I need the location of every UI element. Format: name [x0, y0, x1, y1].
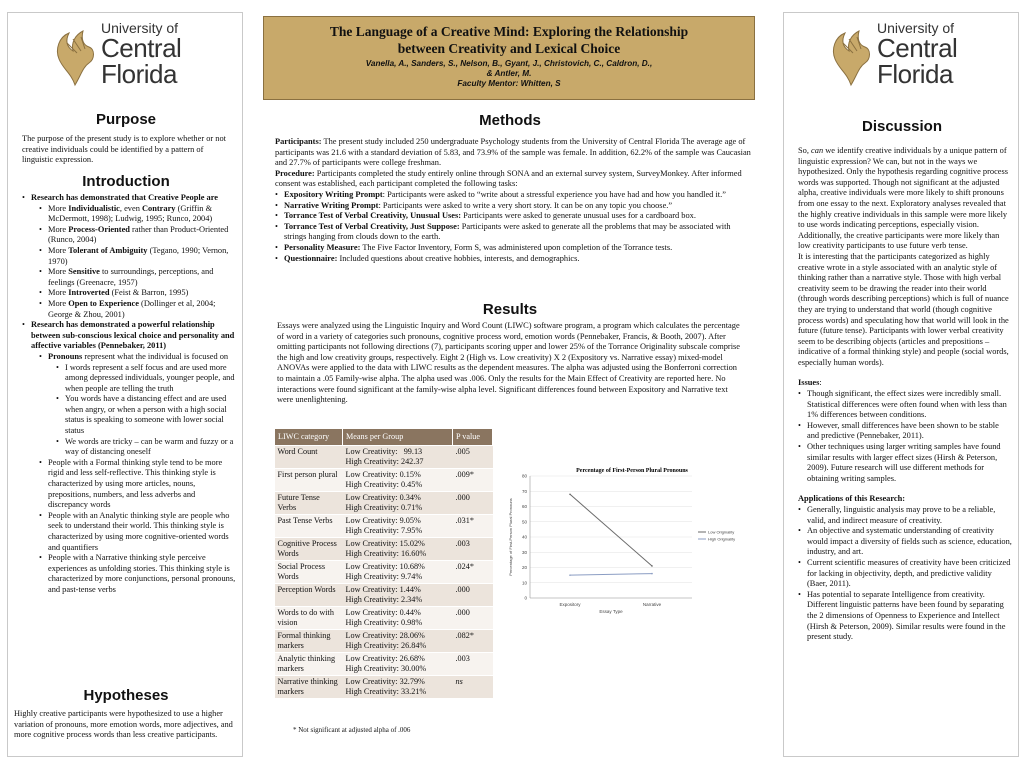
table-footnote: * Not significant at adjusted alpha of .006: [293, 726, 411, 734]
center-column: [263, 12, 757, 757]
logo-line3: Florida: [877, 59, 953, 89]
purpose-text: The purpose of the present study is to explore whether or not creative individuals could be identified by a pattern of linguistic expression.: [22, 134, 226, 165]
data-point: [651, 565, 653, 567]
list-item: • Other techniques using larger writing samples have found similar results with larger effect sizes (Hirsh & Peterson, 2009). Future research will use different methods for obtaining writing samples.: [798, 442, 1012, 484]
methods-list: [275, 190, 753, 264]
table-row: [275, 515, 493, 538]
low-creativity-mean: Low Creativity: 1.44%: [345, 585, 421, 594]
issues-list: [798, 389, 1012, 484]
table-cell-means: [343, 538, 453, 561]
pegasus-icon: [829, 29, 873, 87]
table-row: [275, 584, 493, 607]
methods-heading: Methods: [479, 112, 541, 129]
list-item: • People with a Formal thinking style tend to be more rigid and less self-reflective. This thinking style is characterized by using more articles, nouns, prepositions, numbers, and less adverbs and discrepancy words: [39, 458, 236, 511]
table-cell-means: [343, 653, 453, 676]
list-item: • Generally, linguistic analysis may prove to be a reliable, valid, and indirect measure of creativity.: [798, 505, 1012, 526]
discussion-body: [798, 146, 1012, 643]
results-heading: Results: [482, 301, 538, 318]
low-creativity-mean: Low Creativity: 0.44%: [345, 608, 421, 617]
table-row: [275, 607, 493, 630]
y-tick-label: 30: [521, 549, 527, 555]
table-cell-means: [343, 469, 453, 492]
table-row: [275, 676, 493, 699]
y-tick-label: 80: [521, 473, 527, 479]
table-header: Means per Group: [343, 429, 453, 446]
issues-heading: Issues:: [798, 378, 822, 388]
table-cell-means: [343, 492, 453, 515]
table-cell-pvalue: .000: [453, 607, 493, 630]
table-cell-category: Social Process Words: [275, 561, 343, 584]
series-line-high-originality: [570, 574, 652, 576]
list-item: • Research has demonstrated that Creative People are • More Individualistic, even Contrary (Griffin & McDermott, 1998); Ludwig, 1995; Runco, 2004) • More Process-Oriented rather than Product-Oriented (Runco, 2004) • More Tolerant of Ambiguity (Tegano, 1990; Vernon, 1970) • More Sensitive to surroundings, perceptions, and feelings (Greenacre, 1957) • More Introverted (Feist & Barron, 1995) • More Open to Experience (Dollinger et al, 2004; George & Zhou, 2001): [22, 193, 236, 320]
chart-svg: [502, 464, 757, 640]
list-item: • Narrative Writing Prompt: Participants were asked to write a very short story. It can be on any topic you choose.”: [275, 201, 753, 212]
y-axis-label: Percentage of First-Person Plural Pronouns: [508, 498, 513, 576]
y-tick-label: 60: [521, 504, 527, 509]
x-tick-label: Narrative: [642, 602, 662, 607]
logo-line1: University of: [877, 20, 955, 36]
faculty-mentor: Faculty Mentor: Whitten, S: [457, 79, 561, 88]
low-creativity-mean: Low Creativity: 15.02%: [345, 539, 425, 548]
series-line-low-originality: [570, 494, 652, 566]
high-creativity-mean: High Creativity: 33.21%: [345, 687, 427, 696]
pronoun-chart: [502, 464, 757, 640]
list-item: • Personality Measure: The Five Factor Inventory, Form S, was administered upon completion of the Torrance tests.: [275, 243, 753, 254]
list-item: • Questionnaire: Included questions about creative hobbies, interests, and demographics.: [275, 254, 753, 265]
high-creativity-mean: High Creativity: 2.34%: [345, 595, 423, 604]
table-cell-category: Perception Words: [275, 584, 343, 607]
table-row: [275, 653, 493, 676]
high-creativity-mean: High Creativity: 0.98%: [345, 618, 423, 627]
x-tick-label: Expository: [559, 602, 581, 607]
right-column: [783, 12, 1019, 757]
list-item: • Though significant, the effect sizes were incredibly small. Statistical differences were often found when with less than 1% differences between conditions.: [798, 389, 1012, 421]
list-item: • Has potential to separate Intelligence from creativity. Different linguistic patterns have been found by separating the 2 dimensions of Openness to Experience and Intellect (Hirsh & Peterson, 2009). Similar results were found in the present study.: [798, 590, 1012, 643]
table-row: [275, 446, 493, 469]
left-column: [7, 12, 243, 757]
low-creativity-mean: Low Creativity: 26.68%: [345, 654, 425, 663]
list-item: • More Tolerant of Ambiguity (Tegano, 1990; Vernon, 1970): [39, 246, 236, 267]
authors-line2: & Antler, M.: [486, 69, 532, 78]
poster-title-line2: between Creativity and Lexical Choice: [397, 41, 621, 56]
list-item: • Pronouns represent what the individual is focused on • I words represent a self focus and are used more among depressed individuals, younger people, and when people are telling the truth • You words have a distancing effect and are used when angry, or when a person with a high social status is speaking to someone with lower social status • We words are tricky – can be warm and fuzzy or a way of distancing oneself: [39, 352, 236, 458]
authors-line1: Vanella, A., Sanders, S., Nelson, B., Gyant, J., Christovich, C., Caldron, D.,: [365, 59, 653, 68]
logo-line3: Florida: [101, 59, 177, 89]
table-cell-pvalue: .031*: [453, 515, 493, 538]
hypotheses-heading: Hypotheses: [83, 687, 169, 704]
y-tick-label: 20: [521, 565, 527, 570]
table-cell-category: First person plural: [275, 469, 343, 492]
data-point: [569, 494, 571, 496]
high-creativity-mean: High Creativity: 7.95%: [345, 526, 423, 535]
table-row: [275, 630, 493, 653]
legend-label: Low Originality: [708, 529, 735, 535]
logo-line2: Central: [101, 33, 182, 63]
liwc-table: [274, 428, 493, 698]
participants-paragraph: Participants: The present study included 250 undergraduate Psychology students from the University of Central Florida The average age of participants was 21.6 with a standard deviation of 5.83, and 73.9% of the sample was female. In addition, 62.2% of the sample was Caucasian and 27.7% of participants were college freshman.: [275, 137, 751, 168]
high-creativity-mean: High Creativity: 9.74%: [345, 572, 423, 581]
chart-title: Percentage of First-Person Plural Pronouns: [576, 468, 688, 474]
data-point: [651, 573, 653, 575]
table-cell-pvalue: .000: [453, 584, 493, 607]
table-cell-means: [343, 676, 453, 699]
table-cell-category: Words to do with vision: [275, 607, 343, 630]
table-header-row: [275, 429, 493, 446]
list-item: • Current scientific measures of creativity have been criticized for lacking in objectivity, depth, and predictive validity (Baer, 2011).: [798, 558, 1012, 590]
table-cell-pvalue: .000: [453, 492, 493, 515]
table-cell-pvalue: .009*: [453, 469, 493, 492]
legend-label: High Originality: [708, 536, 736, 542]
discussion-heading: Discussion: [861, 118, 943, 135]
low-creativity-mean: Low Creativity: 0.15%: [345, 470, 421, 479]
low-creativity-mean: Low Creativity: 32.79%: [345, 677, 425, 686]
discussion-paragraph-1: So, can we identify creative individuals by a unique pattern of linguistic expression? We can, but not in the ways we hypothesized. Only the hypothesis regarding cognitive process words was supported. Though not significant at the adjusted alpha, creative individuals were more likely to shift pronouns from one essay to the next. Exploratory analyses revealed that the highly creative individuals in this sample were more likely to use words indicating perceptions, especially vision. Additionally, the creative participants were more likely than low creativity participants to use future verb tense.: [798, 146, 1009, 251]
table-cell-pvalue: .082*: [453, 630, 493, 653]
table-cell-category: Analytic thinking markers: [275, 653, 343, 676]
logo-line2: Central: [877, 33, 958, 63]
procedure-paragraph: Procedure: Participants completed the study entirely online through SONA and an external survey system, SurveyMonkey. After informed consent was established, each participant completed the following tasks:: [275, 168, 742, 189]
table-cell-category: Formal thinking markers: [275, 630, 343, 653]
introduction-heading: Introduction: [82, 173, 170, 190]
list-item: • Torrance Test of Verbal Creativity, Unusual Uses: Participants were asked to generate unusual uses for a cardboard box.: [275, 211, 753, 222]
y-tick-label: 40: [521, 534, 527, 540]
high-creativity-mean: High Creativity: 0.71%: [345, 503, 423, 512]
list-item: • More Open to Experience (Dollinger et al, 2004; George & Zhou, 2001): [39, 299, 236, 320]
list-item: • People with an Analytic thinking style are people who seek to understand their world. This thinking style is characterized by using more cognitive-oriented words and quantifiers: [39, 511, 236, 553]
table-cell-category: Future Tense Verbs: [275, 492, 343, 515]
table-cell-means: [343, 446, 453, 469]
high-creativity-mean: High Creativity: 0.45%: [345, 480, 423, 489]
low-creativity-mean: Low Creativity: 28.06%: [345, 631, 425, 640]
list-item: • More Sensitive to surroundings, perceptions, and feelings (Greenacre, 1957): [39, 267, 236, 288]
table-cell-means: [343, 630, 453, 653]
table-cell-means: [343, 584, 453, 607]
methods-body: [275, 137, 753, 264]
list-item: • However, small differences have been shown to be stable and predictive (Pennebaker, 2011).: [798, 421, 1012, 442]
list-item: • More Introverted (Feist & Barron, 1995): [39, 288, 236, 299]
poster-title-line1: The Language of a Creative Mind: Exploring the Relationship: [329, 24, 689, 39]
high-creativity-mean: High Creativity: 30.00%: [345, 664, 427, 673]
logo-line1: University of: [101, 20, 179, 36]
y-tick-label: 50: [521, 519, 527, 525]
list-item: • Expository Writing Prompt: Participants were asked to “write about a stressful experience you have had and how you handled it.”: [275, 190, 753, 201]
table-cell-category: Word Count: [275, 446, 343, 469]
list-item: • I words represent a self focus and are used more among depressed individuals, younger people, and when people are telling the truth: [56, 363, 236, 395]
table-cell-pvalue: .024*: [453, 561, 493, 584]
ucf-logo: [53, 21, 181, 87]
y-tick-label: 10: [521, 580, 527, 586]
y-tick-label: 70: [521, 488, 527, 494]
high-creativity-mean: High Creativity: 16.60%: [345, 549, 427, 558]
purpose-heading: Purpose: [95, 111, 156, 128]
introduction-list: [22, 193, 236, 596]
results-text: Essays were analyzed using the Linguistic Inquiry and Word Count (LIWC) software program, a program which calculates the percentage of word in a variety of categories such pronouns, cognitive process word, emotion words (Pennebaker, Francis, & Booth, 2007). After omitting participants not following directions (7), participants scoring upper and lower 25% of the Torrance Originality subscale comprise the high and low creativity groups, respectively. Eight 2 (High vs. Low creativity) X 2 (Expository vs. Narrative essay) mixed-model ANOVAs were applied to the data with LIWC results as the dependent measures. The alpha was adjusted using the Bonferroni correction to maintain a .05 Family-wise alpha. The alpha used was .006. Only the results for the Main Effect of Creativity are reported here. No interactions were found significant at the family-wise alpha level. Significant differences found between Expository and Narrative text were unenlightening.: [277, 321, 741, 405]
applications-heading: Applications of this Research:: [798, 494, 906, 504]
list-item: • You words have a distancing effect and are used when angry, or when a person with a high social status is speaking to someone with lower social status: [56, 394, 236, 436]
table-row: [275, 561, 493, 584]
table-cell-pvalue: .005: [453, 446, 493, 469]
table-header: P value: [453, 429, 493, 446]
table-cell-means: [343, 561, 453, 584]
y-tick-label: 0: [524, 595, 527, 601]
discussion-paragraph-2: It is interesting that the participants categorized as highly creative wrote in a style associated with an analytic style of thinking rather than a narrative style. Those with high verbal creativity seem to be drawing the reader into their world (through words describing perceptions) which is full of nuance they are trying to understand that world (though cognitive process words) and speculating how that world will look in the future (future tense). Participants with lower verbal creativity seem to be describing objects (articles and prepositions – indicative of a formal thinking style) and people (social words, especially human words).: [798, 251, 1009, 367]
table-cell-category: Past Tense Verbs: [275, 515, 343, 538]
table-row: [275, 538, 493, 561]
data-point: [569, 574, 571, 576]
low-creativity-mean: Low Creativity: 0.34%: [345, 493, 421, 502]
high-creativity-mean: High Creativity: 26.84%: [345, 641, 427, 650]
table-row: [275, 469, 493, 492]
low-creativity-mean: Low Creativity: 10.68%: [345, 562, 425, 571]
list-item: • More Process-Oriented rather than Product-Oriented (Runco, 2004): [39, 225, 236, 246]
applications-list: [798, 505, 1012, 643]
table-cell-means: [343, 515, 453, 538]
list-item: • Research has demonstrated a powerful relationship between sub-conscious lexical choice and personality and affective variables (Pennebaker, 2011) • Pronouns represent what the individual is focused on • I words represent a self focus and are used more among depressed individuals, younger people, and when people are telling the truth • You words have a distancing effect and are used when angry, or when a person with a high social status is speaking to someone with lower social status • We words are tricky – can be warm and fuzzy or a way of distancing oneself • People with a Formal thinking style tend to be more rigid and less self-reflective. This thinking style is characterized by using more articles, nouns, prepositions, numbers, and less adverbs and discrepancy words • People with an Analytic thinking style are people who seek to understand their world. This thinking style is characterized by using more cognitive-oriented words and quantifiers • People with a Narrative thinking style perceive experiences as unfolding stories. This thinking style is characterized by more conjunctions, personal pronouns, and past-tense verbs: [22, 320, 236, 595]
table-cell-pvalue: .003: [453, 538, 493, 561]
hypotheses-text: Highly creative participants were hypothesized to use a higher variation of pronouns, more emotion words, more adjectives, and more cognitive process words than less creative participants.: [14, 709, 233, 740]
pegasus-icon: [53, 29, 97, 87]
title-banner: [263, 16, 755, 100]
table-cell-pvalue: .003: [453, 653, 493, 676]
high-creativity-mean: High Creativity: 242.37: [345, 457, 424, 466]
low-creativity-mean: Low Creativity: 9.05%: [345, 516, 421, 525]
list-item: • An objective and systematic understanding of creativity would impact a diversity of fields such as science, education, industry, and art.: [798, 526, 1012, 558]
table-cell-category: Cognitive Process Words: [275, 538, 343, 561]
table-cell-category: Narrative thinking markers: [275, 676, 343, 699]
table-cell-pvalue: ns: [453, 676, 493, 699]
ucf-logo: [829, 21, 957, 87]
list-item: • We words are tricky – can be warm and fuzzy or a way of distancing oneself: [56, 437, 236, 458]
table-row: [275, 492, 493, 515]
table-header: LIWC category: [275, 429, 343, 446]
table-cell-means: [343, 607, 453, 630]
low-creativity-mean: Low Creativity: 99.13: [345, 447, 423, 456]
list-item: • More Individualistic, even Contrary (Griffin & McDermott, 1998); Ludwig, 1995; Runco, 2004): [39, 204, 236, 225]
x-axis-label: Essay Type: [599, 609, 623, 614]
list-item: • People with a Narrative thinking style perceive experiences as unfolding stories. This thinking style is characterized by more conjunctions, personal pronouns, and past-tense verbs: [39, 553, 236, 595]
list-item: • Torrance Test of Verbal Creativity, Just Suppose: Participants were asked to generate all the problems that may be associated with strings hanging from clouds down to the earth.: [275, 222, 753, 243]
